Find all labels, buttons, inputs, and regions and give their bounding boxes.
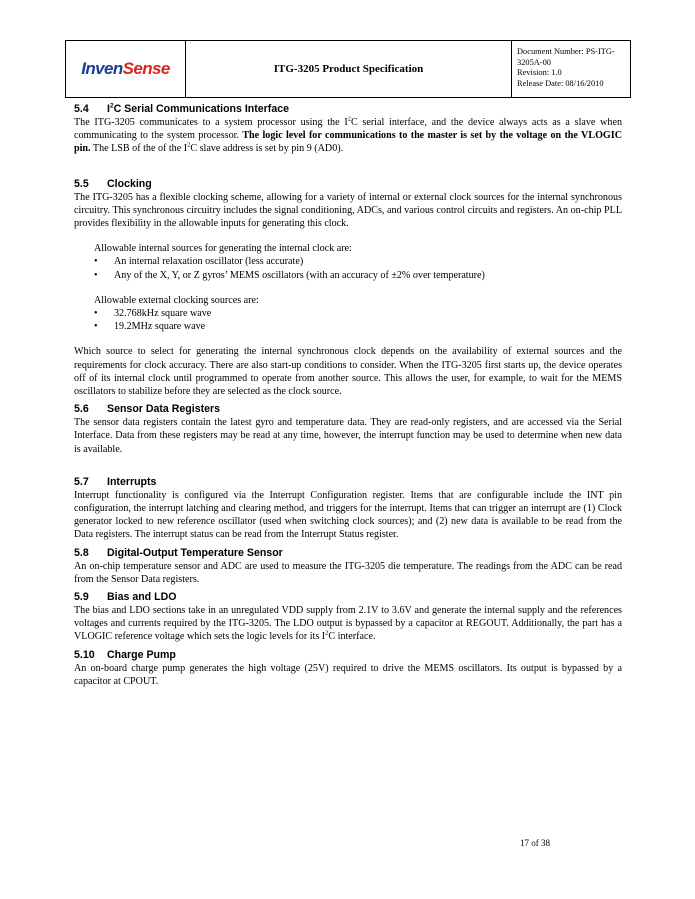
paragraph: Interrupt functionality is configured via the Interrupt Configuration register. Items that are configurable include the INT pin configuration, the interrupt latching and clearing method, and triggers for the interrupt. Items that can trigger an interrupt are (1) Clock generator locked to new reference oscillator (used when switching clock sources); and (2) new data is available to be read from the Data registers. The interrupt status can be read from the Interrupt Status register. <box>74 489 622 541</box>
section-heading-5-5 <box>74 178 622 191</box>
section-title: $I^2C$ Serial Communications Interface <box>107 102 290 115</box>
section-heading-5-4 <box>74 103 622 116</box>
paragraph: The bias and LDO sections take in an unregulated VDD supply from 2.1V to 3.6V and generate the internal supply and the references voltages and currents required by the ITG-3205. The LDO output is bypassed by a capacitor at REGOUT. Additionally, the part has a VLOGIC reference voltage which sets the logic levels for its $I^2C$ interface. <box>74 605 622 643</box>
section-title: Digital-Output Temperature Sensor <box>107 546 283 559</box>
section-heading-5-10 <box>74 649 622 662</box>
page-header <box>65 40 631 98</box>
revision: Revision: 1.0 <box>517 68 562 78</box>
paragraph: An on-chip temperature sensor and ADC are used to measure the ITG-3205 die temperature. The readings from the ADC can be read from the Sensor Data registers. <box>74 560 622 585</box>
paragraph: The ITG-3205 has a flexible clocking scheme, allowing for a variety of internal or external clock sources for the internal synchronous circuitry. This synchronous circuitry includes the signal conditioning, ADCs, and various control circuits and registers. An on-chip PLL provides flexibility in the allowable inputs for generating this clock. <box>74 191 622 230</box>
section-title: Interrupts <box>107 475 157 488</box>
section-number: 5.4 <box>74 103 89 115</box>
document-title: ITG-3205 Product Specification <box>186 41 512 97</box>
page-content <box>74 103 622 688</box>
invensense-logo <box>81 59 170 79</box>
section-number: 5.10 <box>74 648 95 661</box>
list-item: • An internal relaxation oscillator (less accurate) <box>94 256 304 268</box>
section-title: Charge Pump <box>107 648 176 661</box>
internal-sources-intro: Allowable internal sources for generating the internal clock are: <box>94 243 352 255</box>
list-item: • 19.2MHz square wave <box>94 321 206 333</box>
page-number: 17 of 38 <box>520 838 550 848</box>
paragraph: An on-board charge pump generates the high voltage (25V) required to drive the MEMS oscillators. Its output is bypassed by a capacitor at CPOUT. <box>74 662 622 687</box>
section-title: Sensor Data Registers <box>107 403 221 416</box>
internal-sources-list <box>74 255 622 281</box>
release-date: Release Date: 08/16/2010 <box>517 78 604 88</box>
doc-number: Document Number: PS-ITG-3205A-00 <box>517 47 615 67</box>
section-heading-5-8 <box>74 547 622 560</box>
external-sources-list <box>74 307 622 333</box>
section-number: 5.9 <box>74 591 89 604</box>
external-sources-intro: Allowable external clocking sources are: <box>94 294 259 306</box>
section-heading-5-9 <box>74 591 622 604</box>
section-number: 5.5 <box>74 177 89 190</box>
section-heading-5-6 <box>74 403 622 416</box>
logo-cell <box>66 41 186 97</box>
section-number: 5.6 <box>74 403 89 416</box>
paragraph: The sensor data registers contain the latest gyro and temperature data. They are read-only registers, and are accessed via the Serial Interface. Data from these registers may be read at any time, however, the interrupt function may be used to determine when new data is available. <box>74 417 622 455</box>
section-title: Bias and LDO <box>107 591 177 604</box>
paragraph: The ITG-3205 communicates to a system processor using the $I^2C$ serial interface, and the device always acts as a slave when communicating to the system processor. The logic level for communications to the master is set by the voltage on the VLOGIC pin. The LSB of the of the $I^2C$ slave address is set by pin 9 (AD0). <box>74 115 622 155</box>
section-heading-5-7 <box>74 476 622 489</box>
section-number: 5.7 <box>74 475 89 488</box>
list-item: • 32.768kHz square wave <box>94 308 212 320</box>
section-number: 5.8 <box>74 546 89 559</box>
logo-part-inven: Inven <box>81 59 123 78</box>
section-title: Clocking <box>107 177 152 190</box>
logo-part-sense: Sense <box>122 59 170 78</box>
paragraph: Which source to select for generating the internal synchronous clock depends on the availability of external sources and the requirements for clock accuracy. There are also start-up conditions to consider. When the ITG-3205 first starts up, the device operates off of its internal clock until programmed to operate from another source. This allows the user, for example, to wait for the MEMS oscillators to stabilize before they are selected as the clock source. <box>74 346 622 398</box>
document-meta <box>512 41 630 97</box>
list-item: • Any of the X, Y, or Z gyros’ MEMS oscillators (with an accuracy of ±2% over temperature) <box>94 269 485 281</box>
